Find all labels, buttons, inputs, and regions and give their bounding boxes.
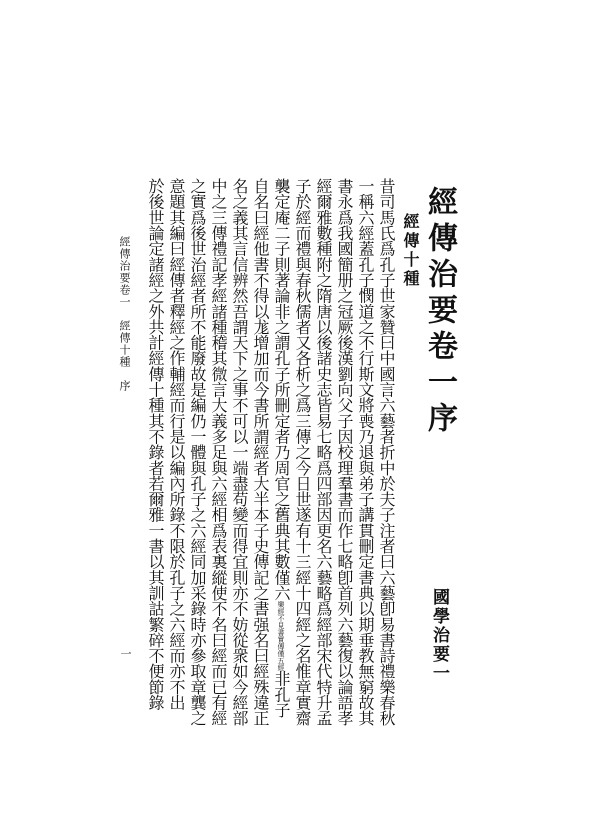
body-column-11: 意題其編曰經傳者釋經之作輔經而行是以編內所錄不限於孔子之六經而亦不出: [167, 178, 186, 711]
body-column-3: 書永爲我國簡册之冠厥後漢劉向父子因校理羣書而作七略卽首列六藝復以論語孝: [335, 178, 354, 726]
body-column-1: 昔司馬氏爲孔子世家贊曰中國言六藝者折中於夫子注者曰六藝卽易書詩禮樂春秋: [377, 178, 396, 726]
body-column-8: 名之義其言信辨然吾謂天下之事不可以一端盡苟變而得宜則亦不妨從衆如今經部: [230, 178, 249, 726]
body-column-6-tail: 非孔子: [272, 670, 291, 718]
page-number: 一: [119, 648, 132, 659]
body-column-12: 於後世論定諸經之外共計經傳十種其不錄者若爾雅一書以其訓詁繁碎不便節錄: [146, 178, 165, 711]
running-header: 國學治要一: [429, 588, 449, 683]
body-column-5: 子於經而禮與春秋儒者又各析之爲三傳之今日世遂有十三經十四經之名惟章實齋: [293, 178, 312, 726]
page-footer: [119, 236, 130, 392]
body-column-7: 自名曰經他書不得以尨增加而今書所謂經者大半本子史傳記之書强名曰經殊違正: [251, 178, 270, 726]
footer-preface: 序: [118, 380, 131, 392]
body-column-6-text: 襲定庵二子則著論非之謂孔子所刪定者乃周官之舊典其數僅六: [272, 178, 291, 601]
inline-note-a: 樂經不見: [277, 600, 285, 629]
body-column-10: 之實爲後世治經者所不能廢故是編仍一體與孔子之六經同加采錄時亦參取章龔之: [188, 178, 207, 726]
body-column-9: 中之三傳禮記孝經諸種稽其微言大義多足與六經相爲表裏縱使不名曰經而已有經: [209, 178, 228, 726]
footer-book-title: 經傳治要卷一: [118, 236, 131, 308]
chapter-title: 經傳治要卷一序: [422, 186, 457, 438]
section-subtitle: 經傳十種: [401, 213, 420, 289]
inline-note-b: 書實傳僅五經: [277, 628, 285, 671]
body-column-6: [273, 178, 289, 718]
body-column-4: 經爾雅數種附之隋唐以後諸史志皆易七略爲四部因更名六藝略爲經部宋代特升孟: [314, 178, 333, 726]
body-column-2: 一稱六經蓋孔子憫道之不行斯文將喪乃退與弟子講貫刪定書典以期垂教無窮故其: [356, 178, 375, 726]
footer-section: 經傳十種: [118, 320, 131, 368]
